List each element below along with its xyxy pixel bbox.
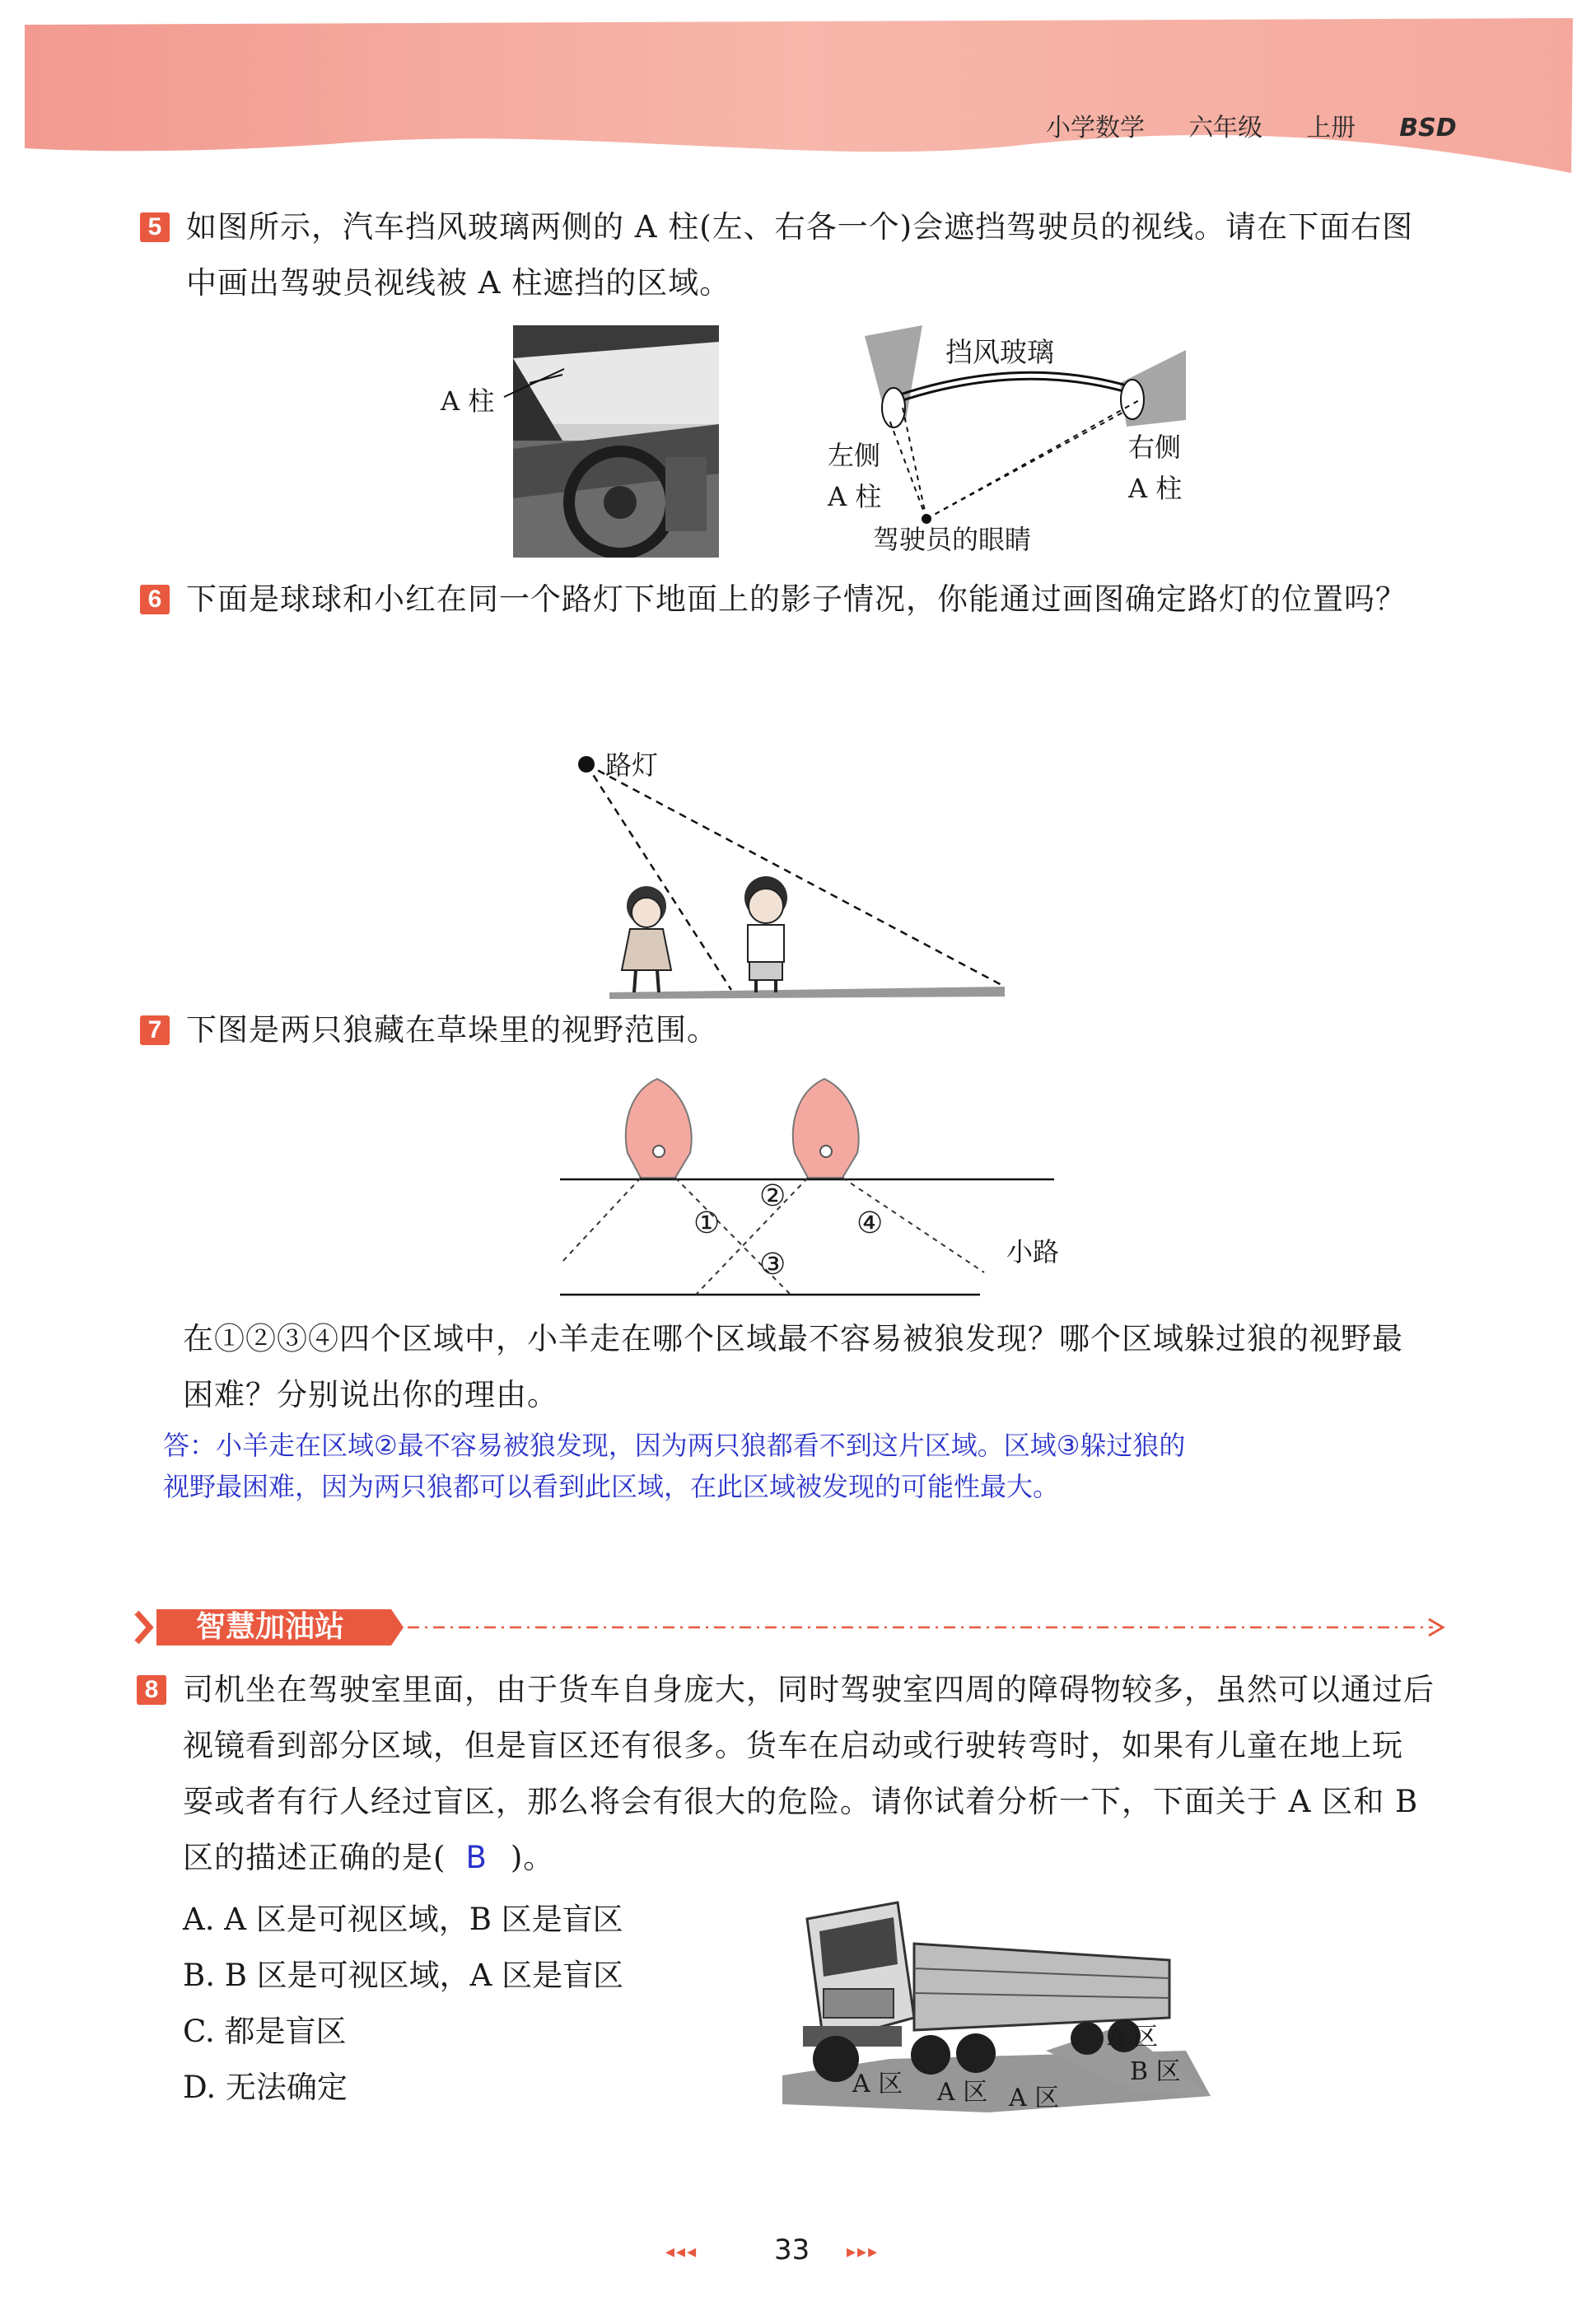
question-8-stem-start: 区的描述正确的是( xyxy=(183,1840,446,1875)
question-8-line3: 耍或者有行人经过盲区，那么将会有很大的危险。请你试着分析一下，下面关于 A 区和 B xyxy=(183,1784,1419,1819)
question-5-line2: 中画出驾驶员视线被 A 柱遮挡的区域。 xyxy=(186,265,731,301)
right-pillar-label-1: 右侧 xyxy=(1128,432,1182,463)
streetlamp-label: 路灯 xyxy=(605,749,659,781)
left-pillar-label-2: A 柱 xyxy=(828,481,882,512)
girl-figure xyxy=(622,886,671,992)
a-pillar-photo-label: A 柱 xyxy=(441,385,495,417)
header-subject: 小学数学 xyxy=(1046,114,1145,142)
zone-label-a-right: A 区 xyxy=(1108,2023,1159,2052)
zone-label-b-right: B 区 xyxy=(1130,2057,1181,2086)
page-number: 33 xyxy=(774,2234,810,2266)
region-3-label: ③ xyxy=(759,1248,786,1281)
zone-label-a-mid: A 区 xyxy=(937,2078,988,2107)
question-8-badge: 8 xyxy=(137,1675,166,1705)
question-7-answer-line1: 答：小羊走在区域②最不容易被狼发现，因为两只狼都看不到这片区域。区域③躲过狼的 xyxy=(163,1430,1186,1461)
question-8-stem-end: )。 xyxy=(510,1840,555,1875)
haystack-right xyxy=(793,1079,859,1178)
a-pillar-pointer xyxy=(502,362,568,428)
zone-label-a-rear: A 区 xyxy=(1009,2084,1060,2112)
question-8-answer: B xyxy=(465,1840,488,1875)
truck-diagram xyxy=(774,1886,1219,2125)
option-d: D. 无法确定 xyxy=(183,2070,348,2105)
zone-label-a-front: A 区 xyxy=(852,2070,903,2098)
region-1-label: ① xyxy=(693,1207,721,1240)
car-interior-photo xyxy=(513,325,719,558)
question-5-badge: 5 xyxy=(140,212,170,242)
footer-prev-arrows: ◂◂◂ xyxy=(665,2242,698,2262)
question-8-line1: 司机坐在驾驶室里面，由于货车自身庞大，同时驾驶室四周的障碍物较多，虽然可以通过后 xyxy=(183,1672,1435,1707)
footer-next-arrows: ▸▸▸ xyxy=(847,2242,880,2262)
region-4-label: ④ xyxy=(856,1207,884,1240)
option-c: C. 都是盲区 xyxy=(183,2014,347,2049)
question-7-ask-line2: 困难？分别说出你的理由。 xyxy=(183,1377,558,1412)
question-7-answer-line2: 视野最困难，因为两只狼都可以看到此区域，在此区域被发现的可能性最大。 xyxy=(163,1471,1060,1502)
boy-figure xyxy=(744,876,787,992)
question-6-badge: 6 xyxy=(140,585,170,614)
road-label: 小路 xyxy=(1006,1236,1060,1267)
windshield-label: 挡风玻璃 xyxy=(945,336,1054,368)
question-8-line2: 视镜看到部分区域，但是盲区还有很多。货车在启动或行驶转弯时，如果有儿童在地上玩 xyxy=(183,1728,1403,1763)
driver-eyes-label: 驾驶员的眼睛 xyxy=(873,524,1032,555)
question-7-text: 下图是两只狼藏在草垛里的视野范围。 xyxy=(186,1012,718,1048)
right-pillar-label-2: A 柱 xyxy=(1128,473,1183,504)
left-pillar-label-1: 左侧 xyxy=(828,440,881,471)
header-edition: BSD xyxy=(1399,114,1457,142)
question-5-line1: 如图所示，汽车挡风玻璃两侧的 A 柱(左、右各一个)会遮挡驾驶员的视线。请在下面右图 xyxy=(186,209,1414,245)
section-title: 智慧加油站 xyxy=(196,1610,345,1644)
header-banner xyxy=(0,0,1596,198)
question-6-text: 下面是球球和小红在同一个路灯下地面上的影子情况，你能通过画图确定路灯的位置吗？ xyxy=(186,581,1407,617)
question-7-ask-line1: 在①②③④四个区域中，小羊走在哪个区域最不容易被狼发现？哪个区域躲过狼的视野最 xyxy=(183,1321,1403,1356)
region-2-label: ② xyxy=(759,1179,786,1213)
question-8-line4 xyxy=(183,1830,554,1886)
header-info xyxy=(1046,107,1457,143)
haystack-left xyxy=(626,1079,692,1178)
header-grade: 六年级 xyxy=(1188,114,1263,142)
option-b: B. B 区是可视区域，A 区是盲区 xyxy=(183,1958,624,1993)
header-volume: 上册 xyxy=(1306,114,1356,142)
wolf-vision-diagram xyxy=(552,1062,1062,1309)
option-a: A. A 区是可视区域，B 区是盲区 xyxy=(183,1902,623,1937)
question-7-badge: 7 xyxy=(140,1015,170,1045)
